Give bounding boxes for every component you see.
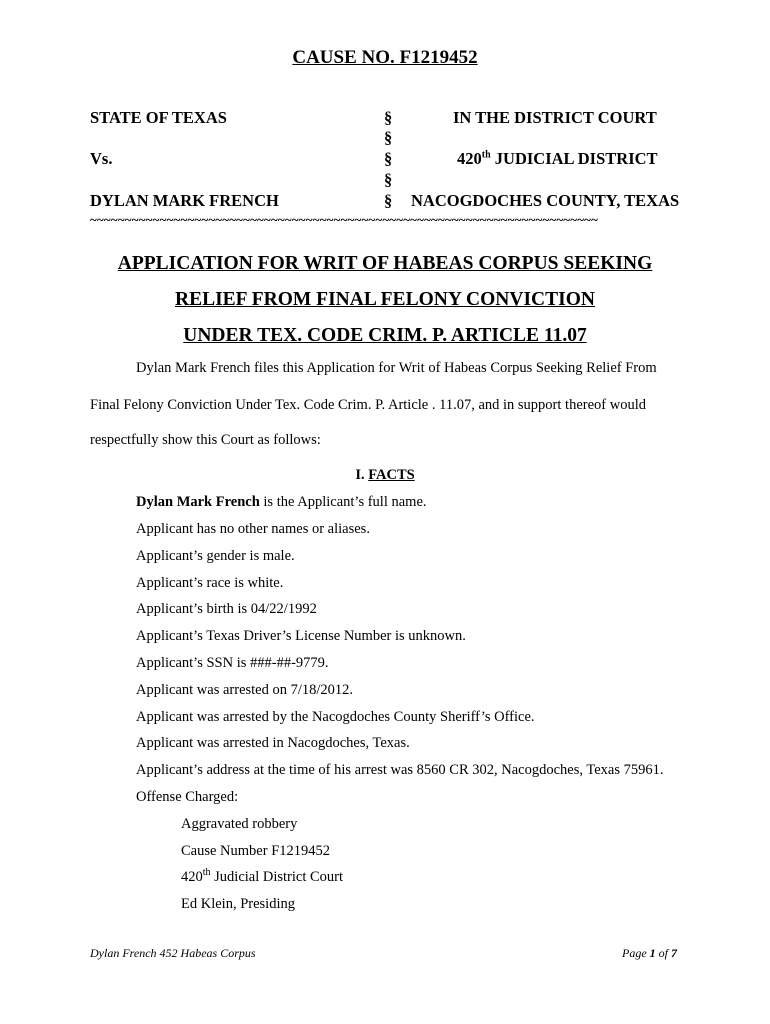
- offense-cause-number: Cause Number F1219452: [181, 843, 331, 859]
- fact-full-name: Dylan Mark French is the Applicant’s full name.: [136, 494, 427, 510]
- caption-party-state: STATE OF TEXAS: [90, 108, 227, 127]
- caption-district: 420th JUDICIAL DISTRICT: [457, 149, 658, 168]
- section-heading-facts: I. FACTS: [355, 467, 415, 483]
- cause-number: CAUSE NO. F1219452: [292, 47, 478, 68]
- section-symbol: §: [384, 191, 393, 210]
- caption-court: IN THE DISTRICT COURT: [453, 108, 657, 127]
- fact-line: Applicant has no other names or aliases.: [136, 521, 370, 537]
- intro-line-2: Final Felony Conviction Under Tex. Code Crim. P. Article . 11.07, and in support thereof would: [90, 397, 646, 413]
- fact-line: Applicant’s gender is male.: [136, 548, 295, 564]
- footer-page-number: Page 1 of 7: [622, 946, 677, 960]
- caption-versus: Vs.: [90, 149, 113, 168]
- document-title-line-1: APPLICATION FOR WRIT OF HABEAS CORPUS SEEKING: [117, 253, 653, 274]
- footer-document-name: Dylan French 452 Habeas Corpus: [90, 946, 256, 960]
- offense-judge: Ed Klein, Presiding: [181, 896, 295, 912]
- section-symbol: §: [384, 170, 393, 189]
- document-title-line-2: RELIEF FROM FINAL FELONY CONVICTION: [174, 289, 595, 310]
- fact-line: Offense Charged:: [136, 789, 239, 805]
- section-symbol: §: [384, 149, 393, 168]
- fact-line: Applicant was arrested on 7/18/2012.: [136, 682, 354, 698]
- fact-line: Applicant’s race is white.: [136, 575, 284, 591]
- document-title-line-3: UNDER TEX. CODE CRIM. P. ARTICLE 11.07: [183, 325, 587, 346]
- section-symbol: §: [384, 128, 393, 147]
- fact-line: Applicant was arrested by the Nacogdoches County Sheriff’s Office.: [136, 709, 535, 725]
- caption-separator: ~~~~~~~~~~~~~~~~~~~~~~~~~~~~~~~~~~~~~~~~~~~~~~~~~~~~~~~~~~~~~~~~~~~~~~~~~: [90, 212, 599, 227]
- intro-line-3: respectfully show this Court as follows:: [90, 432, 321, 448]
- caption-party-defendant: DYLAN MARK FRENCH: [90, 191, 279, 210]
- fact-line: Applicant’s address at the time of his arrest was 8560 CR 302, Nacogdoches, Texas 75961.: [136, 762, 664, 778]
- section-symbol: §: [384, 108, 393, 127]
- caption-county: NACOGDOCHES COUNTY, TEXAS: [411, 191, 680, 210]
- fact-line: Applicant was arrested in Nacogdoches, Texas.: [136, 735, 410, 751]
- fact-line: Applicant’s SSN is ###-##-9779.: [136, 655, 329, 671]
- intro-line-1: Dylan Mark French files this Application for Writ of Habeas Corpus Seeking Relief From: [136, 360, 657, 376]
- fact-line: Applicant’s Texas Driver’s License Number is unknown.: [136, 628, 466, 644]
- offense-charge: Aggravated robbery: [181, 816, 298, 832]
- fact-line: Applicant’s birth is 04/22/1992: [136, 601, 317, 617]
- offense-court: 420th Judicial District Court: [181, 867, 344, 885]
